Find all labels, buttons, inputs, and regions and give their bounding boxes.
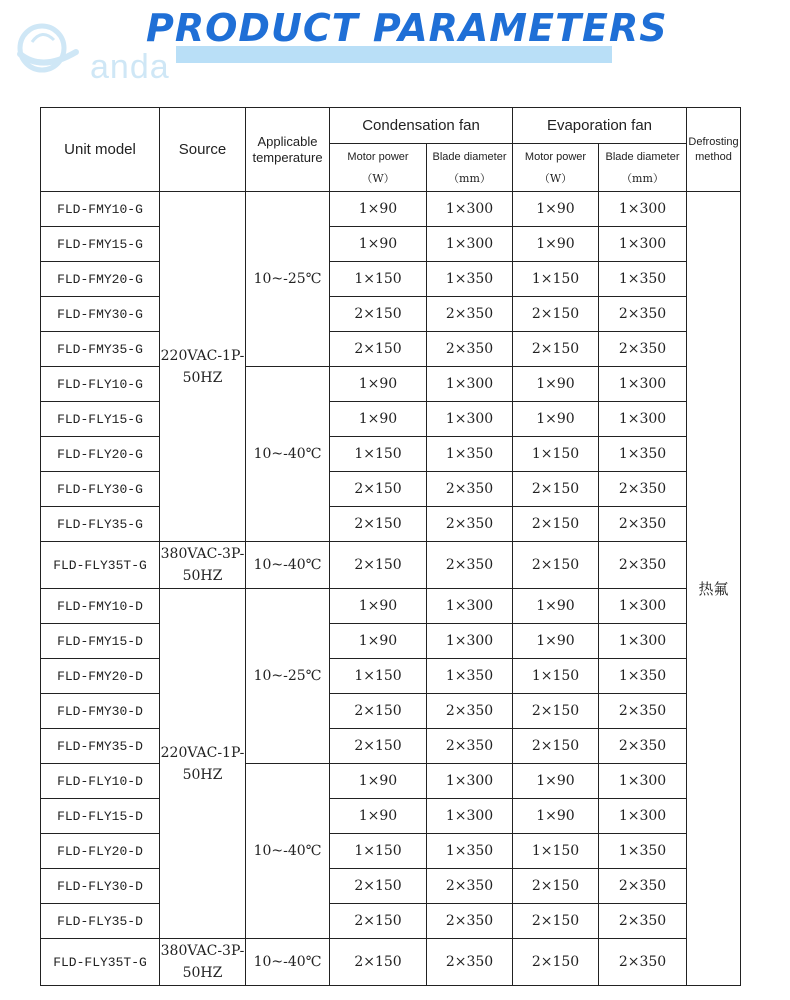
- evap-blade-diameter-cell: 2×350: [599, 472, 687, 507]
- evap-motor-power-cell: 1×150: [513, 659, 599, 694]
- evap-blade-diameter-cell: 2×350: [599, 939, 687, 986]
- cond-blade-diameter-cell: 1×350: [427, 834, 513, 869]
- evap-blade-diameter-cell: 1×350: [599, 262, 687, 297]
- unit-model-cell: FLD-FLY35-G: [41, 507, 160, 542]
- unit-model-cell: FLD-FLY20-D: [41, 834, 160, 869]
- header-cond-motor-power: [330, 144, 427, 192]
- unit-model-cell: FLD-FMY10-G: [41, 192, 160, 227]
- page-header: [0, 0, 790, 86]
- evap-blade-diameter-cell: 2×350: [599, 694, 687, 729]
- evap-motor-power-cell: 2×150: [513, 904, 599, 939]
- table-row: [41, 542, 741, 589]
- table-row: [41, 729, 741, 764]
- cond-motor-power-cell: 1×90: [330, 402, 427, 437]
- cond-motor-power-cell: 1×90: [330, 192, 427, 227]
- cond-blade-diameter-unit: （mm）: [448, 171, 491, 185]
- unit-model-cell: FLD-FMY15-G: [41, 227, 160, 262]
- evap-blade-diameter-cell: 2×350: [599, 507, 687, 542]
- cond-motor-power-cell: 1×90: [330, 367, 427, 402]
- cond-blade-diameter-cell: 1×300: [427, 402, 513, 437]
- unit-model-cell: FLD-FMY10-D: [41, 589, 160, 624]
- evap-blade-diameter-unit: （mm）: [621, 171, 664, 185]
- table-row: [41, 262, 741, 297]
- unit-model-cell: FLD-FLY35-D: [41, 904, 160, 939]
- cond-motor-power-cell: 2×150: [330, 904, 427, 939]
- cond-motor-power-cell: 1×90: [330, 589, 427, 624]
- cond-blade-diameter-cell: 2×350: [427, 472, 513, 507]
- evap-motor-power-cell: 2×150: [513, 332, 599, 367]
- table-row: [41, 472, 741, 507]
- cond-motor-power-cell: 1×90: [330, 227, 427, 262]
- table-row: [41, 834, 741, 869]
- cond-motor-power-cell: 1×150: [330, 437, 427, 472]
- cond-motor-power-cell: 1×90: [330, 624, 427, 659]
- evap-motor-power-cell: 2×150: [513, 729, 599, 764]
- cond-blade-diameter-cell: 1×300: [427, 799, 513, 834]
- evap-motor-power-cell: 2×150: [513, 542, 599, 589]
- source-cell: 380VAC-3P-50HZ: [160, 939, 246, 986]
- table-row: [41, 367, 741, 402]
- water-drop-logo-icon: [14, 18, 84, 80]
- table-row: [41, 764, 741, 799]
- evap-motor-power-cell: 2×150: [513, 939, 599, 986]
- evap-motor-power-cell: 2×150: [513, 869, 599, 904]
- cond-motor-power-label: Motor power: [347, 150, 409, 163]
- header-source: Source: [160, 108, 246, 192]
- unit-model-cell: FLD-FMY20-D: [41, 659, 160, 694]
- source-cell: 220VAC-1P-50HZ: [160, 589, 246, 939]
- unit-model-cell: FLD-FMY35-D: [41, 729, 160, 764]
- cond-blade-diameter-cell: 2×350: [427, 507, 513, 542]
- evap-motor-power-cell: 1×90: [513, 192, 599, 227]
- table-row: [41, 659, 741, 694]
- evap-blade-diameter-cell: 1×350: [599, 437, 687, 472]
- table-row: [41, 694, 741, 729]
- temperature-cell: 10~-40℃: [246, 367, 330, 542]
- evap-blade-diameter-label: Blade diameter: [605, 150, 680, 163]
- evap-motor-power-label: Motor power: [524, 150, 587, 163]
- table-row: [41, 869, 741, 904]
- header-cond-blade-diameter: [427, 144, 513, 192]
- header-evaporation-fan: Evaporation fan: [513, 108, 687, 144]
- cond-blade-diameter-cell: 2×350: [427, 939, 513, 986]
- evap-motor-power-cell: 1×90: [513, 764, 599, 799]
- cond-blade-diameter-cell: 1×300: [427, 227, 513, 262]
- cond-blade-diameter-cell: 2×350: [427, 904, 513, 939]
- evap-motor-power-cell: 1×150: [513, 834, 599, 869]
- cond-blade-diameter-cell: 1×300: [427, 367, 513, 402]
- unit-model-cell: FLD-FLY10-D: [41, 764, 160, 799]
- unit-model-cell: FLD-FLY35T-G: [41, 939, 160, 986]
- evap-blade-diameter-cell: 1×300: [599, 799, 687, 834]
- evap-blade-diameter-cell: 2×350: [599, 904, 687, 939]
- unit-model-cell: FLD-FLY30-D: [41, 869, 160, 904]
- cond-motor-power-cell: 2×150: [330, 507, 427, 542]
- source-cell: 380VAC-3P-50HZ: [160, 542, 246, 589]
- cond-blade-diameter-cell: 1×300: [427, 192, 513, 227]
- cond-blade-diameter-cell: 2×350: [427, 869, 513, 904]
- evap-motor-power-cell: 2×150: [513, 694, 599, 729]
- unit-model-cell: FLD-FLY15-G: [41, 402, 160, 437]
- unit-model-cell: FLD-FLY30-G: [41, 472, 160, 507]
- table-row: [41, 904, 741, 939]
- cond-blade-diameter-cell: 2×350: [427, 729, 513, 764]
- cond-motor-power-cell: 1×90: [330, 799, 427, 834]
- evap-blade-diameter-cell: 1×300: [599, 624, 687, 659]
- evap-motor-power-unit: （W）: [538, 171, 573, 185]
- cond-motor-power-cell: 1×150: [330, 659, 427, 694]
- evap-motor-power-cell: 2×150: [513, 472, 599, 507]
- unit-model-cell: FLD-FMY35-G: [41, 332, 160, 367]
- evap-motor-power-cell: 1×150: [513, 262, 599, 297]
- temperature-cell: 10~-40℃: [246, 542, 330, 589]
- cond-motor-power-cell: 2×150: [330, 729, 427, 764]
- cond-motor-power-cell: 2×150: [330, 869, 427, 904]
- temperature-cell: 10~-40℃: [246, 764, 330, 939]
- unit-model-cell: FLD-FMY30-D: [41, 694, 160, 729]
- cond-blade-diameter-cell: 2×350: [427, 332, 513, 367]
- source-cell: 220VAC-1P-50HZ: [160, 192, 246, 542]
- header-applicable-temperature: Applicable temperature: [246, 108, 330, 192]
- evap-motor-power-cell: 1×150: [513, 437, 599, 472]
- evap-blade-diameter-cell: 1×300: [599, 402, 687, 437]
- cond-motor-power-cell: 2×150: [330, 472, 427, 507]
- evap-motor-power-cell: 1×90: [513, 227, 599, 262]
- cond-motor-power-cell: 1×150: [330, 262, 427, 297]
- defrosting-method-cell: 热氟: [687, 192, 741, 986]
- table-row: [41, 507, 741, 542]
- temperature-cell: 10~-25℃: [246, 192, 330, 367]
- header-defrosting-method: Defrosting method: [687, 108, 741, 192]
- evap-blade-diameter-cell: 1×300: [599, 589, 687, 624]
- evap-blade-diameter-cell: 1×350: [599, 659, 687, 694]
- cond-blade-diameter-cell: 1×350: [427, 262, 513, 297]
- cond-motor-power-cell: 2×150: [330, 297, 427, 332]
- evap-motor-power-cell: 2×150: [513, 507, 599, 542]
- evap-blade-diameter-cell: 2×350: [599, 542, 687, 589]
- evap-blade-diameter-cell: 1×300: [599, 367, 687, 402]
- unit-model-cell: FLD-FMY20-G: [41, 262, 160, 297]
- table-row: [41, 227, 741, 262]
- evap-motor-power-cell: 1×90: [513, 799, 599, 834]
- cond-blade-diameter-cell: 1×350: [427, 437, 513, 472]
- evap-blade-diameter-cell: 2×350: [599, 869, 687, 904]
- table-row: [41, 192, 741, 227]
- table-row: [41, 589, 741, 624]
- header-unit-model: Unit model: [41, 108, 160, 192]
- table-row: [41, 437, 741, 472]
- evap-blade-diameter-cell: 1×300: [599, 764, 687, 799]
- table-row: [41, 939, 741, 986]
- header-evap-motor-power: [513, 144, 599, 192]
- evap-blade-diameter-cell: 2×350: [599, 729, 687, 764]
- page-title: PRODUCT PARAMETERS: [146, 6, 668, 50]
- table-row: [41, 332, 741, 367]
- evap-motor-power-cell: 1×90: [513, 402, 599, 437]
- cond-blade-diameter-cell: 2×350: [427, 297, 513, 332]
- cond-blade-diameter-cell: 2×350: [427, 542, 513, 589]
- evap-motor-power-cell: 1×90: [513, 589, 599, 624]
- temperature-cell: 10~-40℃: [246, 939, 330, 986]
- cond-motor-power-cell: 2×150: [330, 939, 427, 986]
- cond-blade-diameter-cell: 1×300: [427, 589, 513, 624]
- cond-blade-diameter-cell: 1×300: [427, 624, 513, 659]
- table-row: [41, 799, 741, 834]
- cond-blade-diameter-cell: 1×350: [427, 659, 513, 694]
- evap-blade-diameter-cell: 1×300: [599, 192, 687, 227]
- evap-motor-power-cell: 1×90: [513, 624, 599, 659]
- logo-text: anda: [90, 48, 170, 86]
- evap-blade-diameter-cell: 1×300: [599, 227, 687, 262]
- evap-blade-diameter-cell: 2×350: [599, 297, 687, 332]
- evap-blade-diameter-cell: 2×350: [599, 332, 687, 367]
- evap-motor-power-cell: 1×90: [513, 367, 599, 402]
- cond-motor-power-cell: 2×150: [330, 694, 427, 729]
- header-evap-blade-diameter: [599, 144, 687, 192]
- unit-model-cell: FLD-FMY15-D: [41, 624, 160, 659]
- unit-model-cell: FLD-FLY20-G: [41, 437, 160, 472]
- table-row: [41, 624, 741, 659]
- cond-blade-diameter-cell: 1×300: [427, 764, 513, 799]
- unit-model-cell: FLD-FLY35T-G: [41, 542, 160, 589]
- table-row: [41, 297, 741, 332]
- cond-motor-power-cell: 1×90: [330, 764, 427, 799]
- temperature-cell: 10~-25℃: [246, 589, 330, 764]
- evap-motor-power-cell: 2×150: [513, 297, 599, 332]
- evap-blade-diameter-cell: 1×350: [599, 834, 687, 869]
- unit-model-cell: FLD-FLY15-D: [41, 799, 160, 834]
- cond-motor-power-unit: （W）: [361, 171, 395, 185]
- cond-motor-power-cell: 2×150: [330, 542, 427, 589]
- cond-motor-power-cell: 2×150: [330, 332, 427, 367]
- header-condensation-fan: Condensation fan: [330, 108, 513, 144]
- table-row: [41, 402, 741, 437]
- cond-motor-power-cell: 1×150: [330, 834, 427, 869]
- product-parameters-table: [40, 107, 741, 986]
- unit-model-cell: FLD-FMY30-G: [41, 297, 160, 332]
- cond-blade-diameter-label: Blade diameter: [432, 150, 507, 163]
- unit-model-cell: FLD-FLY10-G: [41, 367, 160, 402]
- cond-blade-diameter-cell: 2×350: [427, 694, 513, 729]
